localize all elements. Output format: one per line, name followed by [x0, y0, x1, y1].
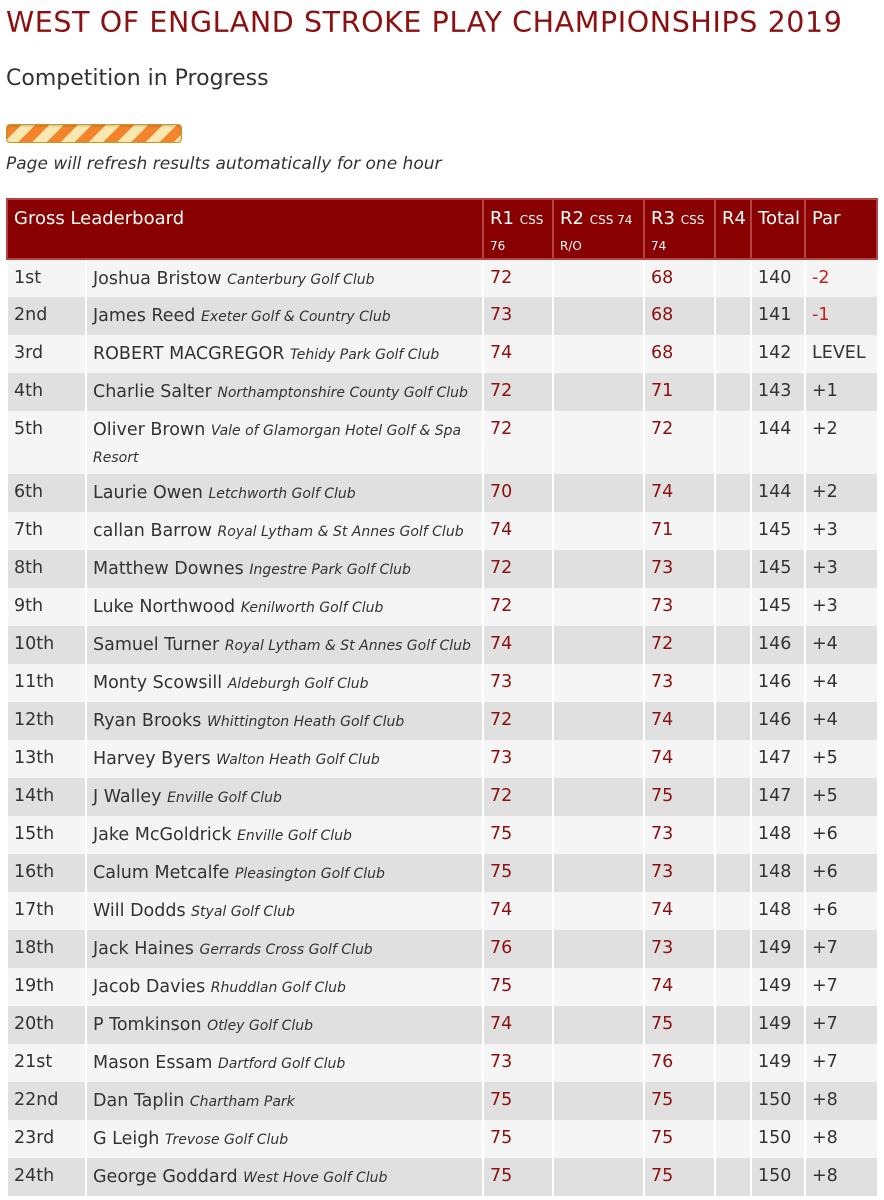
player-name[interactable]: Will Dodds: [93, 901, 186, 921]
r2-score: [553, 1158, 644, 1196]
total-score: 150: [751, 1158, 805, 1196]
r4-score: [715, 854, 751, 892]
r2-score: [553, 411, 644, 474]
r1-score: 75: [483, 1158, 553, 1196]
table-row[interactable]: [7, 626, 877, 664]
table-row[interactable]: [7, 297, 877, 335]
par-score: +3: [805, 550, 877, 588]
club-name: Walton Heath Golf Club: [216, 752, 380, 768]
refresh-note: Page will refresh results automatically for one hour: [6, 154, 442, 174]
r2-score: [553, 1120, 644, 1158]
player-cell[interactable]: [86, 664, 483, 702]
table-row[interactable]: [7, 816, 877, 854]
r4-score: [715, 626, 751, 664]
total-score: 149: [751, 968, 805, 1006]
total-score: 141: [751, 297, 805, 335]
position-cell: 9th: [7, 588, 86, 626]
r3-score: 71: [644, 512, 715, 550]
r4-score: [715, 588, 751, 626]
r2-score: [553, 740, 644, 778]
club-name: Kenilworth Golf Club: [240, 600, 384, 616]
position-cell: 3rd: [7, 335, 86, 373]
position-cell: 8th: [7, 550, 86, 588]
header-leaderboard: Gross Leaderboard: [7, 199, 483, 259]
header-r2[interactable]: R2 CSS 74 R/O: [553, 199, 644, 259]
player-name[interactable]: Jack Haines: [93, 939, 194, 959]
position-cell: 15th: [7, 816, 86, 854]
player-name[interactable]: Mason Essam: [93, 1053, 213, 1073]
position-cell: 18th: [7, 930, 86, 968]
table-header-row: [7, 199, 877, 259]
player-cell[interactable]: [86, 702, 483, 740]
player-cell[interactable]: [86, 930, 483, 968]
player-name[interactable]: Samuel Turner: [93, 635, 220, 655]
player-cell[interactable]: [86, 373, 483, 411]
player-name[interactable]: Jacob Davies: [93, 977, 206, 997]
table-row[interactable]: [7, 550, 877, 588]
player-cell[interactable]: [86, 626, 483, 664]
player-cell[interactable]: [86, 588, 483, 626]
r2-score: [553, 664, 644, 702]
table-row[interactable]: [7, 968, 877, 1006]
position-cell: 2nd: [7, 297, 86, 335]
table-row[interactable]: [7, 335, 877, 373]
player-name[interactable]: James Reed: [93, 306, 196, 326]
par-score: +8: [805, 1082, 877, 1120]
total-score: 144: [751, 411, 805, 474]
player-name[interactable]: Jake McGoldrick: [93, 825, 232, 845]
r3-score: 68: [644, 335, 715, 373]
position-cell: 24th: [7, 1158, 86, 1196]
player-name[interactable]: Joshua Bristow: [93, 269, 222, 289]
player-cell[interactable]: [86, 1044, 483, 1082]
r3-score: 75: [644, 1006, 715, 1044]
club-name: Ingestre Park Golf Club: [249, 562, 411, 578]
r4-score: [715, 892, 751, 930]
r4-score: [715, 702, 751, 740]
header-total[interactable]: Total: [751, 199, 805, 259]
r4-score: [715, 968, 751, 1006]
player-cell[interactable]: [86, 778, 483, 816]
table-row[interactable]: [7, 259, 877, 297]
header-r3[interactable]: R3 CSS 74: [644, 199, 715, 259]
position-cell: 12th: [7, 702, 86, 740]
r3-score: 73: [644, 930, 715, 968]
r4-score: [715, 1158, 751, 1196]
r4-score: [715, 373, 751, 411]
competition-status: Competition in Progress: [6, 66, 269, 91]
r4-score: [715, 259, 751, 297]
par-score: +8: [805, 1120, 877, 1158]
club-name: Otley Golf Club: [207, 1018, 314, 1034]
r2-score: [553, 626, 644, 664]
r2-score: [553, 550, 644, 588]
r1-score: 72: [483, 702, 553, 740]
r3-score: 72: [644, 411, 715, 474]
r2-score: [553, 1044, 644, 1082]
club-name: Trevose Golf Club: [164, 1132, 289, 1148]
table-row[interactable]: [7, 474, 877, 512]
player-name[interactable]: Luke Northwood: [93, 597, 236, 617]
total-score: 148: [751, 892, 805, 930]
r2-score: [553, 854, 644, 892]
club-name: Exeter Golf & Country Club: [200, 309, 391, 325]
par-score: +6: [805, 892, 877, 930]
par-score: +5: [805, 778, 877, 816]
club-name: Royal Lytham & St Annes Golf Club: [217, 524, 464, 540]
r3-score: 74: [644, 740, 715, 778]
club-name: Gerrards Cross Golf Club: [199, 942, 373, 958]
r1-score: 75: [483, 1120, 553, 1158]
r1-score: 73: [483, 297, 553, 335]
player-name[interactable]: J Walley: [93, 787, 162, 807]
table-row[interactable]: [7, 892, 877, 930]
total-score: 149: [751, 1006, 805, 1044]
par-score: +8: [805, 1158, 877, 1196]
total-score: 145: [751, 588, 805, 626]
r4-score: [715, 1082, 751, 1120]
par-score: +6: [805, 854, 877, 892]
player-name[interactable]: Matthew Downes: [93, 559, 244, 579]
player-cell[interactable]: [86, 297, 483, 335]
par-score: +4: [805, 626, 877, 664]
position-cell: 10th: [7, 626, 86, 664]
player-cell[interactable]: [86, 550, 483, 588]
r3-score: 73: [644, 816, 715, 854]
club-name: Canterbury Golf Club: [227, 272, 375, 288]
position-cell: 5th: [7, 411, 86, 474]
club-name: West Hove Golf Club: [243, 1170, 388, 1186]
r2-score: [553, 702, 644, 740]
player-cell[interactable]: [86, 854, 483, 892]
r4-score: [715, 664, 751, 702]
par-score: +6: [805, 816, 877, 854]
r1-score: 75: [483, 1082, 553, 1120]
player-cell[interactable]: [86, 968, 483, 1006]
r4-score: [715, 1044, 751, 1082]
r3-score: 75: [644, 1158, 715, 1196]
r4-score: [715, 930, 751, 968]
total-score: 142: [751, 335, 805, 373]
table-row[interactable]: [7, 1120, 877, 1158]
r1-score: 76: [483, 930, 553, 968]
player-name[interactable]: Oliver Brown: [93, 420, 206, 440]
player-cell[interactable]: [86, 474, 483, 512]
par-score: +4: [805, 702, 877, 740]
par-score: LEVEL: [805, 335, 877, 373]
r2-score: [553, 892, 644, 930]
r2-score: [553, 816, 644, 854]
r3-score: 71: [644, 373, 715, 411]
player-cell[interactable]: [86, 1006, 483, 1044]
par-score: +7: [805, 1044, 877, 1082]
club-name: Styal Golf Club: [191, 904, 295, 920]
r1-score: 72: [483, 373, 553, 411]
r1-score: 75: [483, 816, 553, 854]
player-cell[interactable]: [86, 512, 483, 550]
total-score: 149: [751, 1044, 805, 1082]
player-name[interactable]: Dan Taplin: [93, 1091, 185, 1111]
r1-score: 72: [483, 550, 553, 588]
r3-score: 72: [644, 626, 715, 664]
table-row[interactable]: [7, 588, 877, 626]
player-name[interactable]: Calum Metcalfe: [93, 863, 230, 883]
player-name[interactable]: ROBERT MACGREGOR: [93, 344, 285, 364]
table-row[interactable]: [7, 702, 877, 740]
total-score: 147: [751, 778, 805, 816]
r2-score: [553, 930, 644, 968]
club-name: Pleasington Golf Club: [234, 866, 385, 882]
par-score: +5: [805, 740, 877, 778]
r3-score: 75: [644, 1082, 715, 1120]
r1-score: 74: [483, 1006, 553, 1044]
r1-score: 72: [483, 588, 553, 626]
r3-score: 74: [644, 892, 715, 930]
r2-score: [553, 778, 644, 816]
par-score: +3: [805, 512, 877, 550]
r3-score: 76: [644, 1044, 715, 1082]
header-r4[interactable]: R4: [715, 199, 751, 259]
total-score: 150: [751, 1082, 805, 1120]
r1-score: 72: [483, 259, 553, 297]
club-name: Aldeburgh Golf Club: [227, 676, 369, 692]
total-score: 148: [751, 854, 805, 892]
club-name: Enville Golf Club: [237, 828, 352, 844]
r1-score: 73: [483, 664, 553, 702]
total-score: 145: [751, 550, 805, 588]
r1-score: 75: [483, 854, 553, 892]
par-score: +1: [805, 373, 877, 411]
r1-score: 74: [483, 626, 553, 664]
r4-score: [715, 512, 751, 550]
page-title: WEST OF ENGLAND STROKE PLAY CHAMPIONSHIPS 2019: [6, 6, 843, 39]
position-cell: 14th: [7, 778, 86, 816]
table-row[interactable]: [7, 512, 877, 550]
club-name: Rhuddlan Golf Club: [210, 980, 346, 996]
par-score: +3: [805, 588, 877, 626]
par-score: +4: [805, 664, 877, 702]
position-cell: 19th: [7, 968, 86, 1006]
r1-score: 74: [483, 335, 553, 373]
position-cell: 4th: [7, 373, 86, 411]
table-row[interactable]: [7, 740, 877, 778]
total-score: 145: [751, 512, 805, 550]
r1-score: 75: [483, 968, 553, 1006]
table-row[interactable]: [7, 778, 877, 816]
total-score: 150: [751, 1120, 805, 1158]
r4-score: [715, 778, 751, 816]
r4-score: [715, 411, 751, 474]
table-row[interactable]: [7, 411, 877, 474]
total-score: 146: [751, 702, 805, 740]
table-row[interactable]: [7, 854, 877, 892]
total-score: 140: [751, 259, 805, 297]
r3-score: 73: [644, 550, 715, 588]
club-name: Tehidy Park Golf Club: [289, 347, 440, 363]
player-name[interactable]: callan Barrow: [93, 521, 212, 541]
r2-score: [553, 373, 644, 411]
player-name[interactable]: Monty Scowsill: [93, 673, 223, 693]
r1-score: 72: [483, 411, 553, 474]
r1-score: 74: [483, 512, 553, 550]
r2-score: [553, 588, 644, 626]
position-cell: 23rd: [7, 1120, 86, 1158]
r3-score: 74: [644, 702, 715, 740]
position-cell: 6th: [7, 474, 86, 512]
r1-score: 73: [483, 740, 553, 778]
total-score: 144: [751, 474, 805, 512]
r4-score: [715, 297, 751, 335]
r3-score: 73: [644, 588, 715, 626]
table-row[interactable]: [7, 930, 877, 968]
par-score: -1: [805, 297, 877, 335]
header-par[interactable]: Par: [805, 199, 877, 259]
club-name: Enville Golf Club: [167, 790, 282, 806]
r1-score: 70: [483, 474, 553, 512]
r4-score: [715, 474, 751, 512]
player-name[interactable]: George Goddard: [93, 1167, 238, 1187]
club-name: Northamptonshire County Golf Club: [217, 385, 468, 401]
position-cell: 13th: [7, 740, 86, 778]
player-cell[interactable]: [86, 816, 483, 854]
club-name: Whittington Heath Golf Club: [207, 714, 405, 730]
r2-score: [553, 512, 644, 550]
r1-score: 72: [483, 778, 553, 816]
table-row[interactable]: [7, 1158, 877, 1196]
player-cell[interactable]: [86, 1158, 483, 1196]
r4-score: [715, 335, 751, 373]
total-score: 148: [751, 816, 805, 854]
player-cell[interactable]: [86, 1120, 483, 1158]
par-score: -2: [805, 259, 877, 297]
gross-leaderboard-table: [6, 198, 878, 1196]
r2-score: [553, 297, 644, 335]
player-cell[interactable]: [86, 740, 483, 778]
club-name: Letchworth Golf Club: [208, 486, 356, 502]
r3-score: 73: [644, 664, 715, 702]
club-name: Royal Lytham & St Annes Golf Club: [224, 638, 471, 654]
table-row[interactable]: [7, 664, 877, 702]
r3-score: 75: [644, 778, 715, 816]
total-score: 149: [751, 930, 805, 968]
r3-score: 75: [644, 1120, 715, 1158]
total-score: 146: [751, 626, 805, 664]
r1-score: 74: [483, 892, 553, 930]
r3-score: 68: [644, 259, 715, 297]
player-cell[interactable]: [86, 335, 483, 373]
player-name[interactable]: Harvey Byers: [93, 749, 211, 769]
position-cell: 7th: [7, 512, 86, 550]
r4-score: [715, 1006, 751, 1044]
player-name[interactable]: G Leigh: [93, 1129, 160, 1149]
total-score: 146: [751, 664, 805, 702]
table-row[interactable]: [7, 373, 877, 411]
r2-score: [553, 335, 644, 373]
table-row[interactable]: [7, 1006, 877, 1044]
par-score: +7: [805, 968, 877, 1006]
header-r1[interactable]: R1 CSS 76: [483, 199, 553, 259]
r3-score: 74: [644, 474, 715, 512]
position-cell: 22nd: [7, 1082, 86, 1120]
r3-score: 74: [644, 968, 715, 1006]
player-name[interactable]: P Tomkinson: [93, 1015, 202, 1035]
r4-score: [715, 740, 751, 778]
player-cell[interactable]: [86, 259, 483, 297]
player-name[interactable]: Laurie Owen: [93, 483, 203, 503]
progress-bar: [6, 124, 182, 143]
position-cell: 16th: [7, 854, 86, 892]
r4-score: [715, 550, 751, 588]
position-cell: 1st: [7, 259, 86, 297]
r2-score: [553, 259, 644, 297]
position-cell: 11th: [7, 664, 86, 702]
total-score: 143: [751, 373, 805, 411]
r1-score: 73: [483, 1044, 553, 1082]
r2-score: [553, 474, 644, 512]
total-score: 147: [751, 740, 805, 778]
position-cell: 21st: [7, 1044, 86, 1082]
r4-score: [715, 1120, 751, 1158]
r2-score: [553, 968, 644, 1006]
club-name: Chartham Park: [189, 1094, 295, 1110]
par-score: +7: [805, 1006, 877, 1044]
club-name: Vale of Glamorgan Hotel Golf & Spa Resort: [93, 423, 462, 466]
par-score: +2: [805, 474, 877, 512]
r3-score: 68: [644, 297, 715, 335]
player-cell[interactable]: [86, 411, 483, 474]
player-cell[interactable]: [86, 1082, 483, 1120]
par-score: +7: [805, 930, 877, 968]
player-name[interactable]: Ryan Brooks: [93, 711, 202, 731]
r3-score: 73: [644, 854, 715, 892]
position-cell: 17th: [7, 892, 86, 930]
player-cell[interactable]: [86, 892, 483, 930]
par-score: +2: [805, 411, 877, 474]
table-row[interactable]: [7, 1044, 877, 1082]
club-name: Dartford Golf Club: [217, 1056, 346, 1072]
position-cell: 20th: [7, 1006, 86, 1044]
table-row[interactable]: [7, 1082, 877, 1120]
r2-score: [553, 1006, 644, 1044]
player-name[interactable]: Charlie Salter: [93, 382, 212, 402]
r2-score: [553, 1082, 644, 1120]
r4-score: [715, 816, 751, 854]
